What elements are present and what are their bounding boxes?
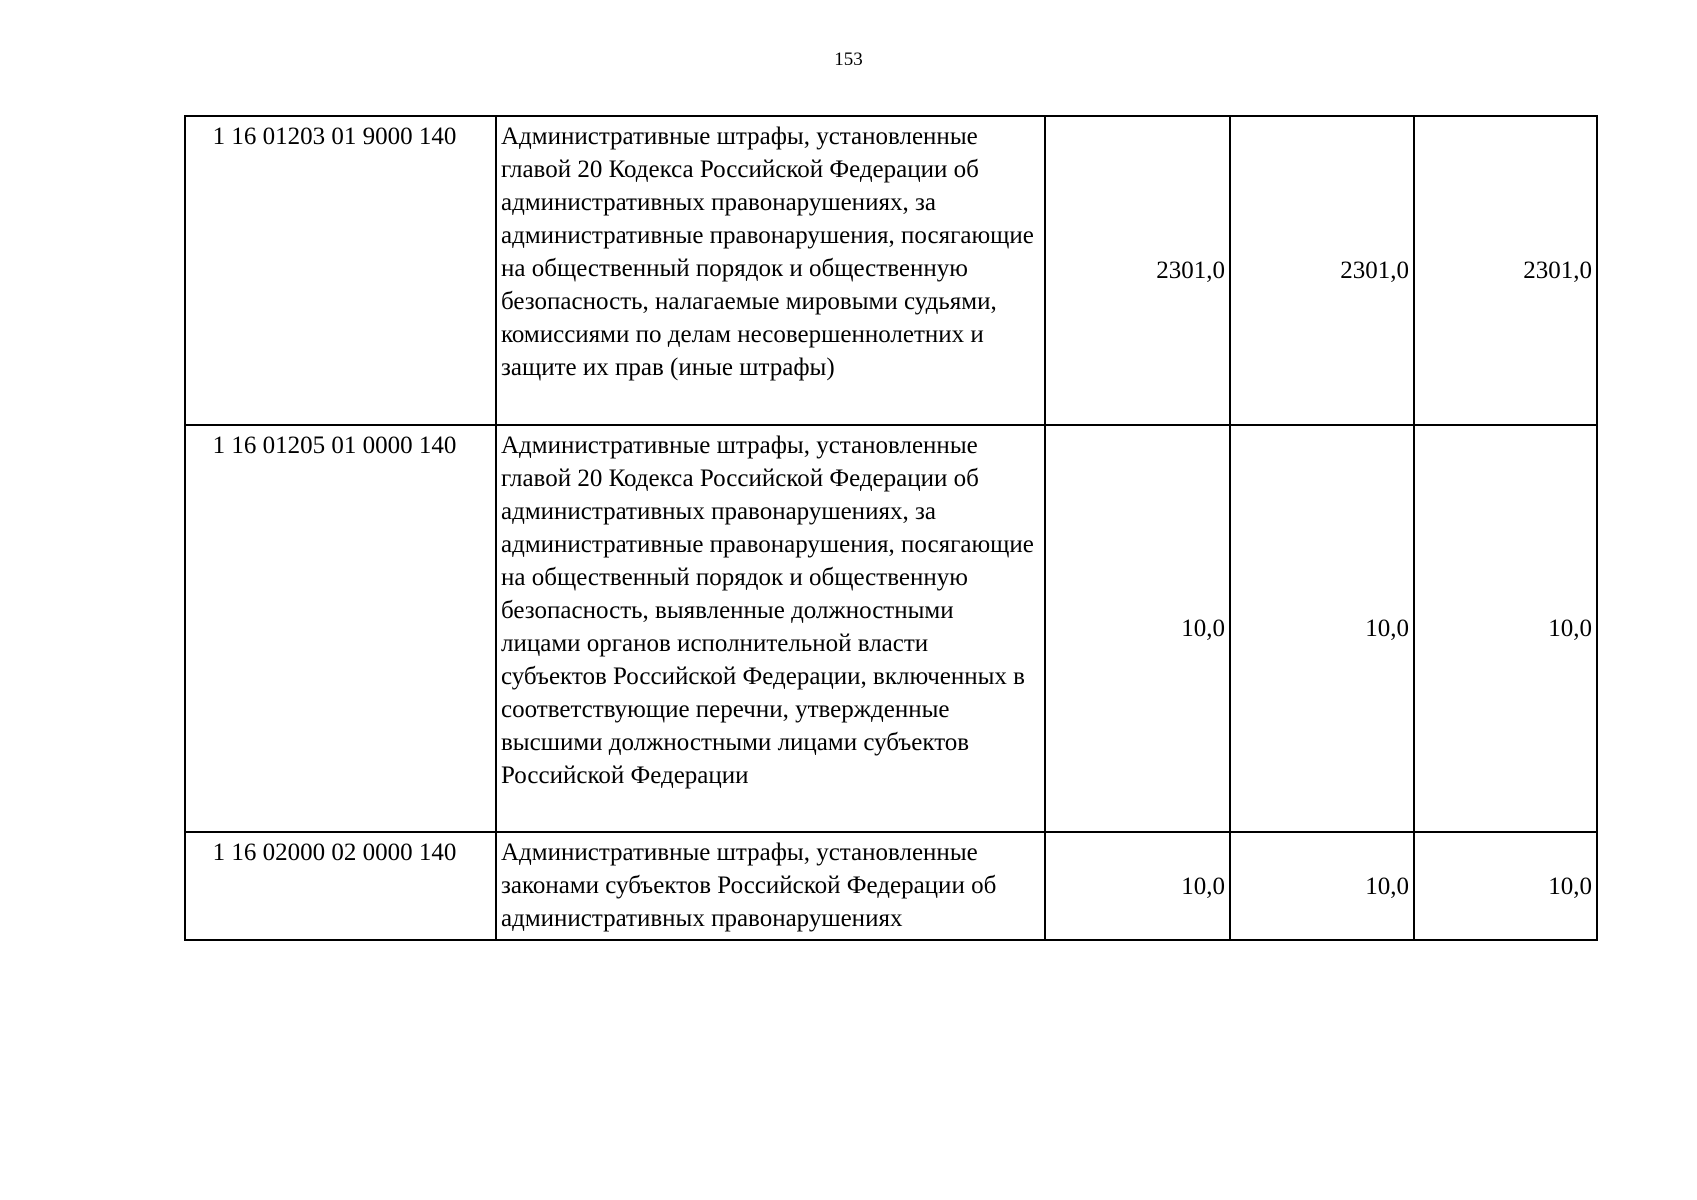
budget-table [184, 115, 1598, 941]
budget-code: 1 16 02000 02 0000 140 [185, 832, 496, 940]
value-year-1: 10,0 [1045, 425, 1230, 832]
budget-code: 1 16 01205 01 0000 140 [185, 425, 496, 832]
value-year-2: 2301,0 [1230, 116, 1414, 425]
budget-code: 1 16 01203 01 9000 140 [185, 116, 496, 425]
value-year-2: 10,0 [1230, 425, 1414, 832]
income-description: Административные штрафы, установленные главой 20 Кодекса Российской Федерации об административных правонарушениях, за административные правонарушения, посягающие на общественный порядок и общественную безопасность, выявленные должностными лицами органов исполнительной власти субъектов Российской Федерации, включенных в соответствующие перечни, утвержденные высшими должностными лицами субъектов Российской Федерации [496, 425, 1045, 832]
value-year-1: 2301,0 [1045, 116, 1230, 425]
value-year-3: 2301,0 [1414, 116, 1597, 425]
value-year-1: 10,0 [1045, 832, 1230, 940]
value-year-2: 10,0 [1230, 832, 1414, 940]
page-number: 153 [834, 49, 863, 70]
value-year-3: 10,0 [1414, 425, 1597, 832]
table-row [185, 116, 1597, 425]
table-row [185, 425, 1597, 832]
income-description: Административные штрафы, установленные главой 20 Кодекса Российской Федерации об административных правонарушениях, за административные правонарушения, посягающие на общественный порядок и общественную безопасность, налагаемые мировыми судьями, комиссиями по делам несовершеннолетних и защите их прав (иные штрафы) [496, 116, 1045, 425]
table-row [185, 832, 1597, 940]
value-year-3: 10,0 [1414, 832, 1597, 940]
income-description: Административные штрафы, установленные законами субъектов Российской Федерации об административных правонарушениях [496, 832, 1045, 940]
